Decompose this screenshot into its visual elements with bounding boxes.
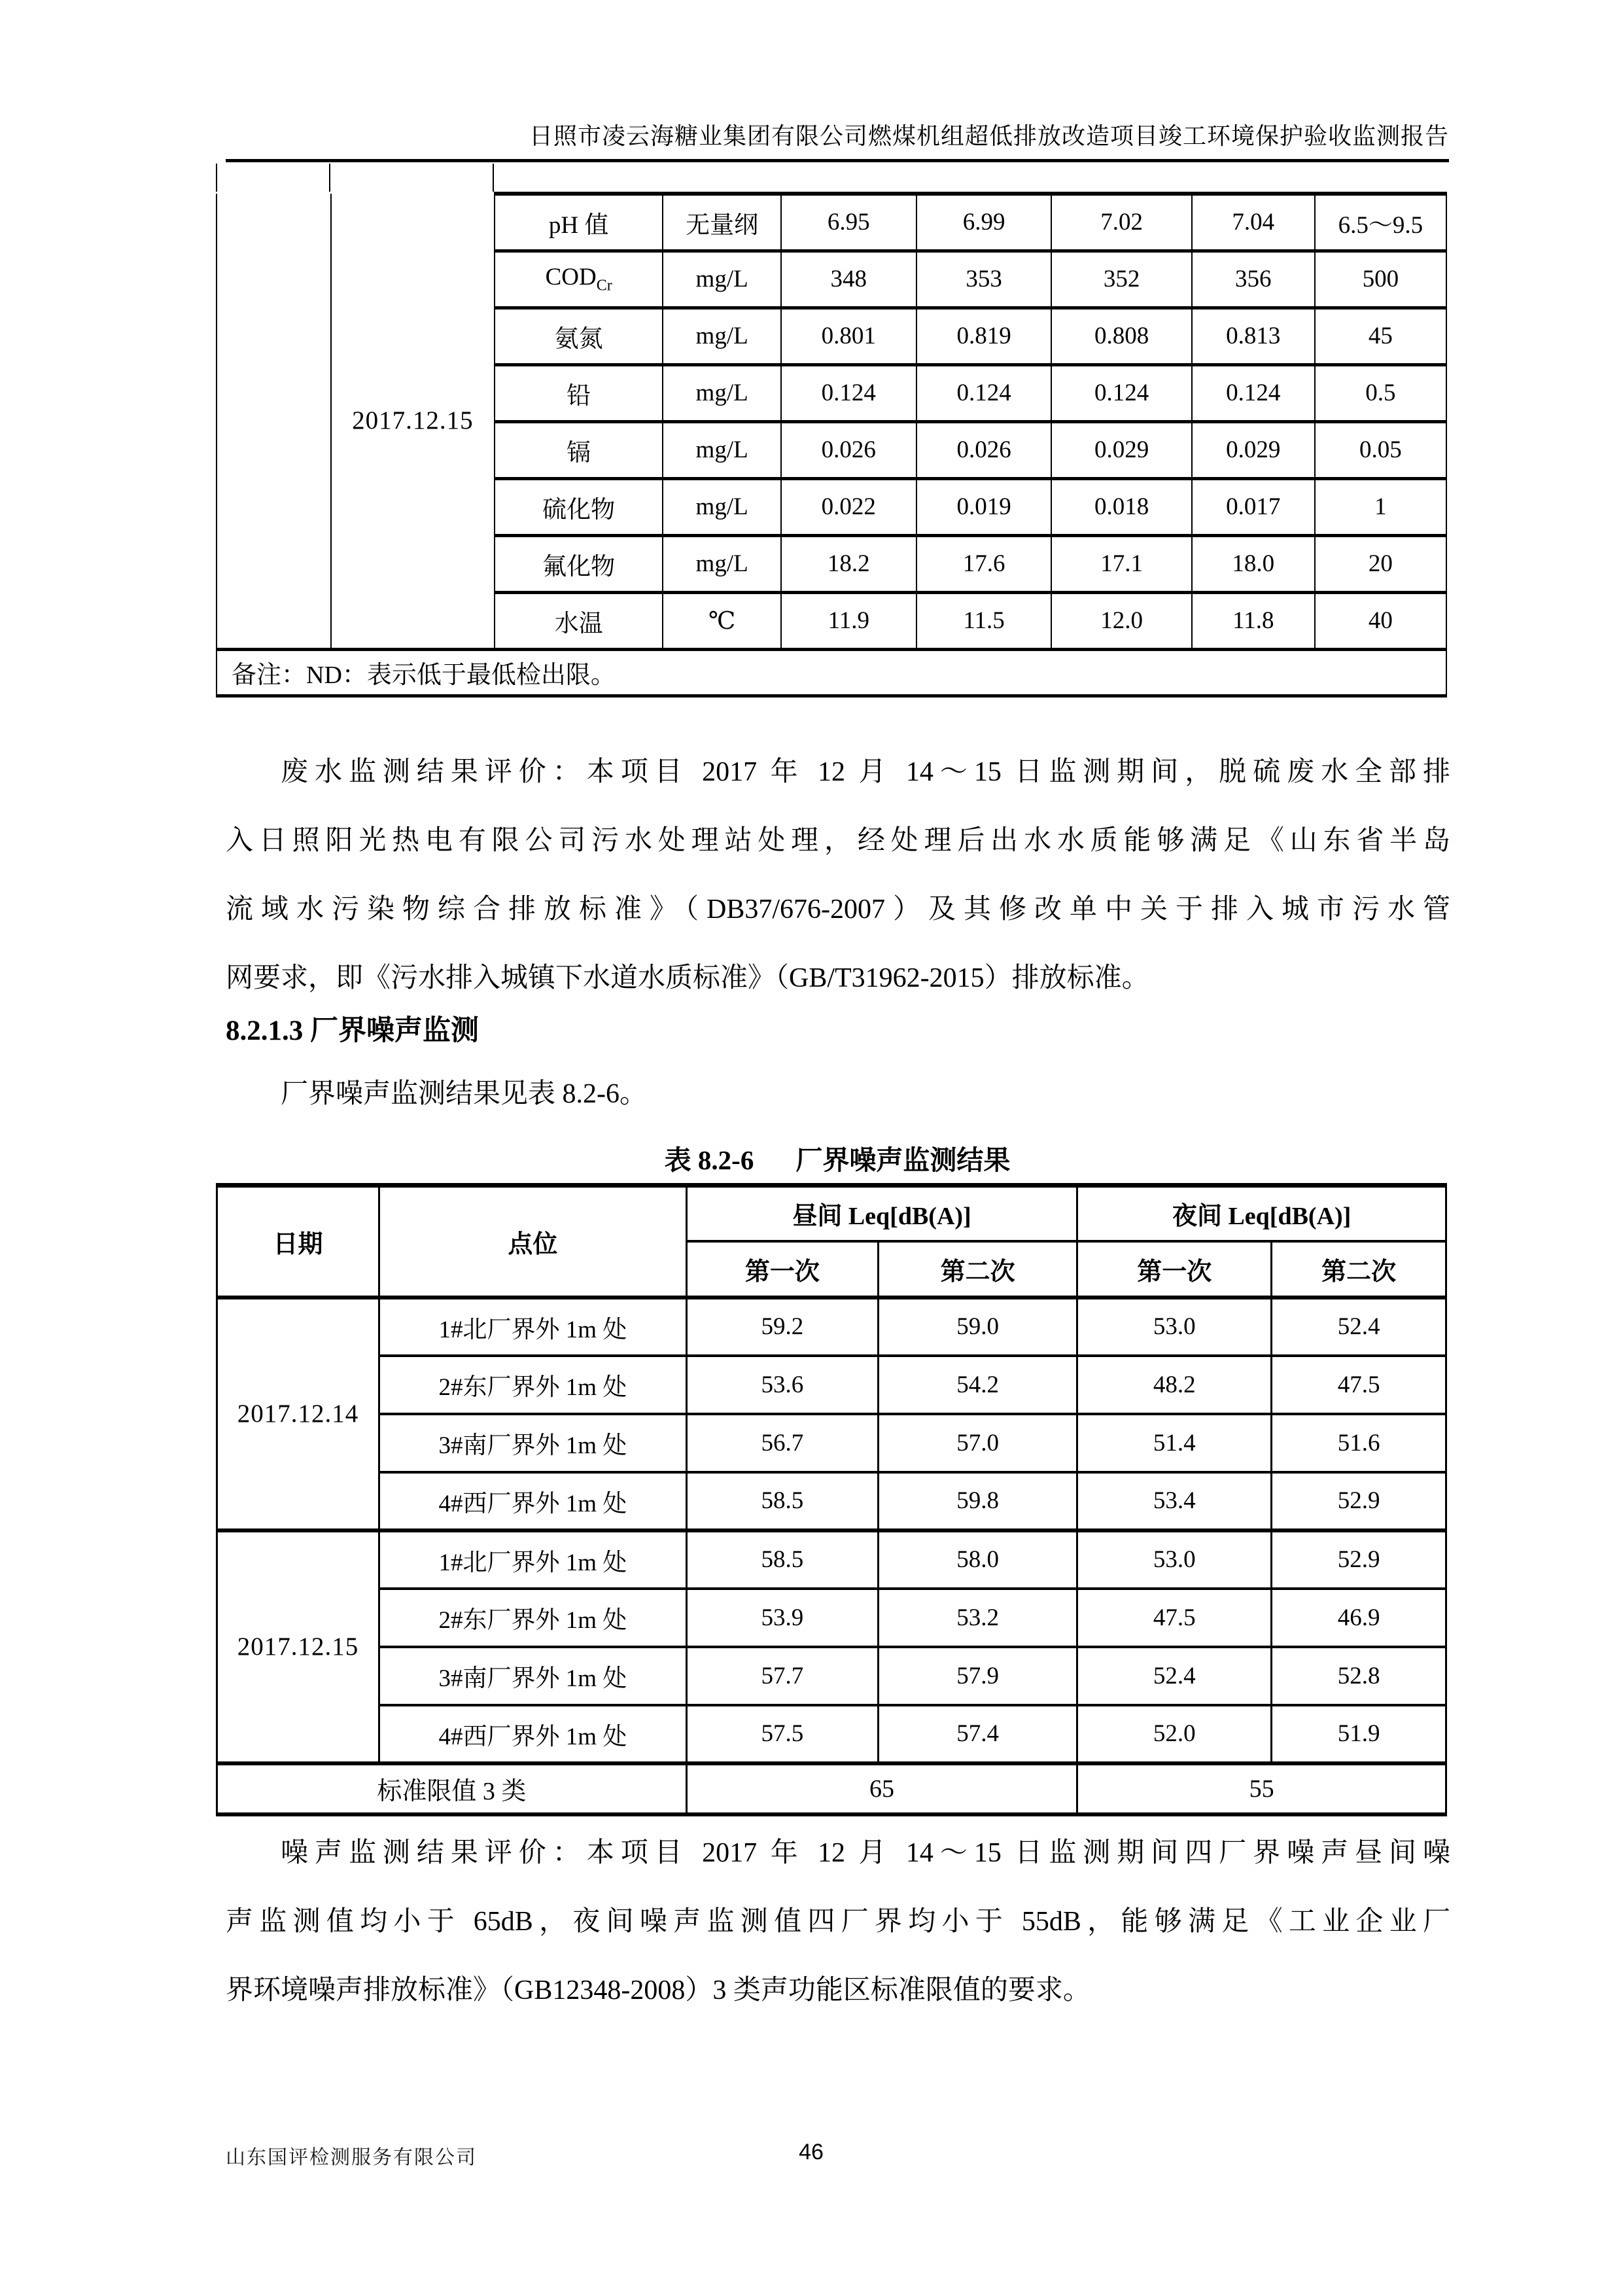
unit-cell: mg/L — [663, 535, 780, 592]
unit-cell: mg/L — [663, 308, 780, 364]
value-cell: 7.04 — [1192, 194, 1315, 251]
value-cell: 58.0 — [878, 1530, 1077, 1589]
value-cell: 18.0 — [1192, 535, 1315, 592]
value-cell: 58.5 — [686, 1472, 878, 1530]
table-row — [217, 1298, 1446, 1356]
value-cell: 0.017 — [1192, 478, 1315, 535]
value-cell: 57.0 — [878, 1414, 1077, 1472]
param-cell: pH 值 — [495, 194, 663, 251]
limit-cell: 6.5～9.5 — [1315, 194, 1446, 251]
value-cell: 353 — [916, 251, 1052, 308]
subscript: Cr — [596, 277, 612, 294]
table-row — [217, 1647, 1446, 1705]
section-heading: 8.2.1.3 厂界噪声监测 — [226, 1016, 479, 1046]
value-cell: 47.5 — [1077, 1589, 1272, 1647]
date-cell: 2017.12.14 — [217, 1298, 379, 1530]
value-cell: 52.4 — [1077, 1647, 1272, 1705]
paragraph-line: 流域水污染物综合排放标准》（DB37/676-2007）及其修改单中关于排入城市污水管 — [226, 894, 1450, 925]
table-row — [217, 1414, 1446, 1472]
value-cell: 352 — [1051, 251, 1191, 308]
limit-cell: 0.5 — [1315, 364, 1446, 421]
paragraph-line: 声监测值均小于 65dB，夜间噪声监测值四厂界均小于 55dB，能够满足《工业企业厂 — [226, 1907, 1450, 1937]
value-cell: 52.9 — [1272, 1530, 1446, 1589]
limit-row — [217, 1763, 1446, 1814]
page-header-title: 日照市凌云海糖业集团有限公司燃煤机组超低排放改造项目竣工环境保护验收监测报告 — [529, 123, 1449, 149]
value-cell: 52.4 — [1272, 1298, 1446, 1356]
value-cell: 57.9 — [878, 1647, 1077, 1705]
paragraph-line: 入日照阳光热电有限公司污水处理站处理，经处理后出水水质能够满足《山东省半岛 — [226, 826, 1450, 856]
location-cell: 2#东厂界外 1m 处 — [379, 1589, 687, 1647]
limit-cell: 20 — [1315, 535, 1446, 592]
value-cell: 11.9 — [781, 592, 916, 649]
param-cell: $COD_{Cr}$ — [495, 251, 663, 308]
footer-company: 山东国评检测服务有限公司 — [226, 2147, 477, 2168]
limit-cell: 45 — [1315, 308, 1446, 364]
table-row — [217, 1589, 1446, 1647]
value-cell: 0.801 — [781, 308, 916, 364]
col-header-location: 点位 — [379, 1186, 687, 1298]
location-cell: 3#南厂界外 1m 处 — [379, 1414, 687, 1472]
value-cell: 57.4 — [878, 1705, 1077, 1763]
value-cell: 0.124 — [916, 364, 1052, 421]
limit-cell: 1 — [1315, 478, 1446, 535]
value-cell: 7.02 — [1051, 194, 1191, 251]
limit-cell: 0.05 — [1315, 421, 1446, 478]
value-cell: 51.6 — [1272, 1414, 1446, 1472]
location-cell: 1#北厂界外 1m 处 — [379, 1530, 687, 1589]
limit-day-value: 65 — [686, 1763, 1077, 1814]
value-cell: 59.8 — [878, 1472, 1077, 1530]
table-row — [217, 1472, 1446, 1530]
value-cell: 53.9 — [686, 1589, 878, 1647]
param-cell: 铅 — [495, 364, 663, 421]
value-cell: 53.0 — [1077, 1530, 1272, 1589]
noise-table — [216, 1183, 1447, 1816]
value-cell: 53.4 — [1077, 1472, 1272, 1530]
col-header-date: 日期 — [217, 1186, 379, 1298]
value-cell: 18.2 — [781, 535, 916, 592]
location-cell: 2#东厂界外 1m 处 — [379, 1356, 687, 1414]
value-cell: 0.124 — [1192, 364, 1315, 421]
col-header-night: 夜间 Leq[dB(A)] — [1077, 1186, 1446, 1241]
value-cell: 0.819 — [916, 308, 1052, 364]
table-caption-label: 表 8.2-6 — [664, 1145, 754, 1175]
value-cell: 51.9 — [1272, 1705, 1446, 1763]
table-continuation-line — [216, 164, 217, 192]
value-cell: 0.029 — [1192, 421, 1315, 478]
table-caption — [226, 1139, 1449, 1177]
location-cell: 4#西厂界外 1m 处 — [379, 1472, 687, 1530]
date-cell: 2017.12.15 — [217, 1530, 379, 1763]
table-note: 备注：ND：表示低于最低检出限。 — [217, 649, 1446, 696]
table-note-row — [217, 649, 1446, 696]
param-cell: 氟化物 — [495, 535, 663, 592]
value-cell: 58.5 — [686, 1530, 878, 1589]
unit-cell: 无量纲 — [663, 194, 780, 251]
paragraph-line: 厂界噪声监测结果见表 8.2-6。 — [281, 1079, 647, 1109]
value-cell: 59.0 — [878, 1298, 1077, 1356]
table-continuation-line — [329, 164, 330, 192]
paragraph-line: 废水监测结果评价：本项目 2017 年 12 月 14～15 日监测期间，脱硫废水全部排 — [281, 757, 1450, 787]
value-cell: 17.1 — [1051, 535, 1191, 592]
unit-cell: mg/L — [663, 478, 780, 535]
value-cell: 6.99 — [916, 194, 1052, 251]
table-continuation-line — [493, 164, 494, 192]
param-cell: 镉 — [495, 421, 663, 478]
value-cell: 52.9 — [1272, 1472, 1446, 1530]
col-header-second: 第二次 — [1272, 1241, 1446, 1298]
value-cell: 54.2 — [878, 1356, 1077, 1414]
location-cell: 4#西厂界外 1m 处 — [379, 1705, 687, 1763]
value-cell: 57.7 — [686, 1647, 878, 1705]
unit-cell: mg/L — [663, 364, 780, 421]
table-row — [217, 1530, 1446, 1589]
location-cell: 3#南厂界外 1m 处 — [379, 1647, 687, 1705]
limit-cell: 500 — [1315, 251, 1446, 308]
water-quality-table — [216, 192, 1447, 698]
noise-paragraph — [226, 1819, 1450, 2025]
value-cell: 57.5 — [686, 1705, 878, 1763]
param-cell: 水温 — [495, 592, 663, 649]
wastewater-paragraph — [226, 738, 1450, 1013]
header-rule — [226, 159, 1449, 162]
table-row — [217, 1705, 1446, 1763]
value-cell: 59.2 — [686, 1298, 878, 1356]
limit-label: 标准限值 3 类 — [217, 1763, 687, 1814]
value-cell: 0.808 — [1051, 308, 1191, 364]
value-cell: 0.124 — [1051, 364, 1191, 421]
value-cell: 0.124 — [781, 364, 916, 421]
paragraph-line: 界环境噪声排放标准》（GB12348-2008）3 类声功能区标准限值的要求。 — [226, 1975, 1091, 2005]
value-cell: 52.8 — [1272, 1647, 1446, 1705]
limit-cell: 40 — [1315, 592, 1446, 649]
value-cell: 17.6 — [916, 535, 1052, 592]
value-cell: 12.0 — [1051, 592, 1191, 649]
value-cell: 0.026 — [916, 421, 1052, 478]
table-row — [217, 194, 1446, 251]
value-cell: 11.5 — [916, 592, 1052, 649]
param-cell: 氨氮 — [495, 308, 663, 364]
value-cell: 53.0 — [1077, 1298, 1272, 1356]
section-intro — [226, 1060, 1450, 1129]
unit-cell: mg/L — [663, 251, 780, 308]
value-cell: 56.7 — [686, 1414, 878, 1472]
location-cell: 1#北厂界外 1m 处 — [379, 1298, 687, 1356]
value-cell: 0.019 — [916, 478, 1052, 535]
value-cell: 53.2 — [878, 1589, 1077, 1647]
value-cell: 356 — [1192, 251, 1315, 308]
value-cell: 53.6 — [686, 1356, 878, 1414]
value-cell: 52.0 — [1077, 1705, 1272, 1763]
value-cell: 47.5 — [1272, 1356, 1446, 1414]
col-header-first: 第一次 — [686, 1241, 878, 1298]
value-cell: 0.018 — [1051, 478, 1191, 535]
table-caption-title: 厂界噪声监测结果 — [795, 1145, 1011, 1175]
value-cell: 46.9 — [1272, 1589, 1446, 1647]
value-cell: 11.8 — [1192, 592, 1315, 649]
page-number: 46 — [799, 2140, 824, 2164]
sample-point-cell — [217, 194, 331, 649]
value-cell: 0.026 — [781, 421, 916, 478]
col-header-first: 第一次 — [1077, 1241, 1272, 1298]
value-cell: 48.2 — [1077, 1356, 1272, 1414]
table-row — [217, 1356, 1446, 1414]
col-header-day: 昼间 Leq[dB(A)] — [686, 1186, 1077, 1241]
value-cell: 6.95 — [781, 194, 916, 251]
col-header-second: 第二次 — [878, 1241, 1077, 1298]
value-cell: 0.022 — [781, 478, 916, 535]
date-cell: 2017.12.15 — [331, 194, 495, 649]
value-cell: 0.029 — [1051, 421, 1191, 478]
limit-night-value: 55 — [1077, 1763, 1446, 1814]
paragraph-line: 噪声监测结果评价：本项目 2017 年 12 月 14～15 日监测期间四厂界噪声昼间噪 — [281, 1838, 1450, 1868]
value-cell: 348 — [781, 251, 916, 308]
unit-cell: mg/L — [663, 421, 780, 478]
paragraph-line: 网要求，即《污水排入城镇下水道水质标准》（GB/T31962-2015）排放标准。 — [226, 963, 1149, 993]
value-cell: 0.813 — [1192, 308, 1315, 364]
unit-cell: ℃ — [663, 592, 780, 649]
value-cell: 51.4 — [1077, 1414, 1272, 1472]
header-row — [217, 1186, 1446, 1241]
param-cell: 硫化物 — [495, 478, 663, 535]
